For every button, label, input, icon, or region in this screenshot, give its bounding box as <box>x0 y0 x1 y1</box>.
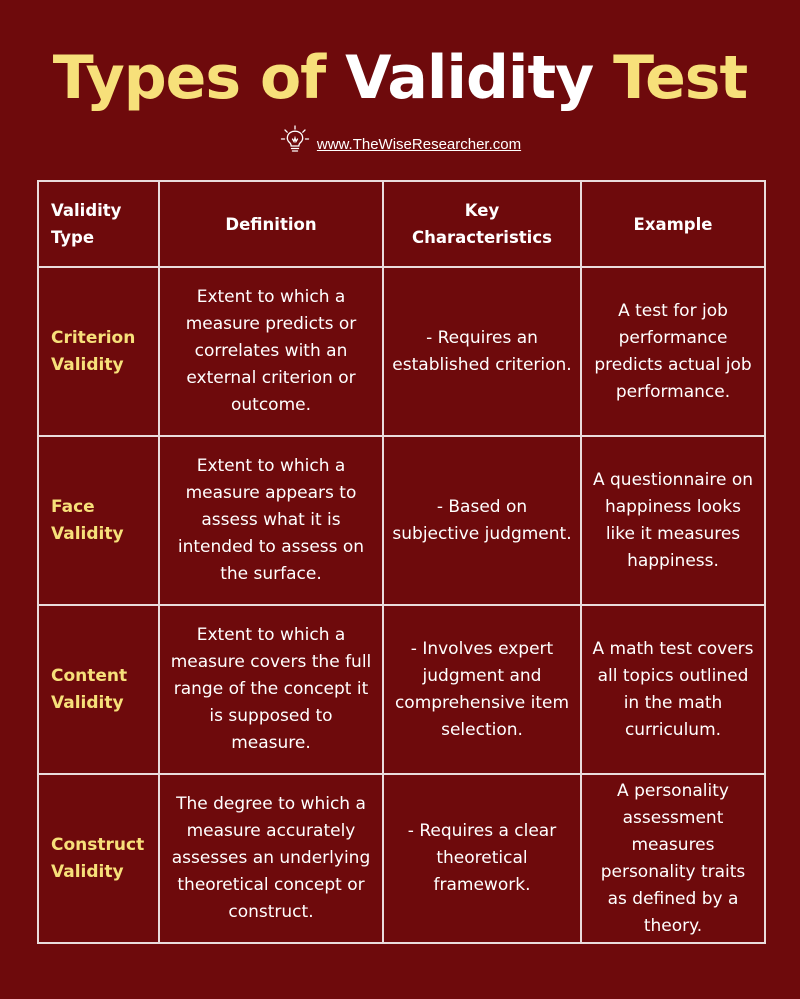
title-part-test: Test <box>613 43 748 113</box>
row-example-cell: A test for job performance predicts actual job performance. <box>581 267 765 436</box>
lightbulb-icon <box>279 124 311 156</box>
header-validity-type: Validity Type <box>38 181 159 267</box>
row-characteristics-cell: - Requires a clear theoretical framework. <box>383 774 581 943</box>
row-type-cell: Construct Validity <box>38 774 159 943</box>
row-definition-cell: Extent to which a measure appears to assess what it is intended to assess on the surface. <box>159 436 383 605</box>
brand-line <box>0 120 800 160</box>
table-row-face <box>38 436 765 605</box>
header-key-characteristics: Key Characteristics <box>383 181 581 267</box>
header-example: Example <box>581 181 765 267</box>
row-characteristics-cell: - Based on subjective judgment. <box>383 436 581 605</box>
row-definition-cell: Extent to which a measure predicts or correlates with an external criterion or outcome. <box>159 267 383 436</box>
header-definition: Definition <box>159 181 383 267</box>
row-type-cell: Criterion Validity <box>38 267 159 436</box>
table-row-criterion <box>38 267 765 436</box>
validity-table <box>37 180 766 944</box>
row-characteristics-cell: - Requires an established criterion. <box>383 267 581 436</box>
title-part-types-of: Types of <box>52 43 326 113</box>
row-example-cell: A questionnaire on happiness looks like it measures happiness. <box>581 436 765 605</box>
website-link[interactable]: www.TheWiseResearcher.com <box>316 135 522 153</box>
table-row-content <box>38 605 765 774</box>
table-row-construct <box>38 774 765 943</box>
row-definition-cell: The degree to which a measure accurately assesses an underlying theoretical concept or construct. <box>159 774 383 943</box>
row-characteristics-cell: - Involves expert judgment and comprehensive item selection. <box>383 605 581 774</box>
row-type-cell: Face Validity <box>38 436 159 605</box>
table-header-row <box>38 181 765 267</box>
title-part-validity: Validity <box>345 43 594 113</box>
row-type-cell: Content Validity <box>38 605 159 774</box>
row-definition-cell: Extent to which a measure covers the full range of the concept it is supposed to measure. <box>159 605 383 774</box>
page-title <box>0 38 800 118</box>
row-example-cell: A personality assessment measures personality traits as defined by a theory. <box>581 774 765 943</box>
row-example-cell: A math test covers all topics outlined in the math curriculum. <box>581 605 765 774</box>
